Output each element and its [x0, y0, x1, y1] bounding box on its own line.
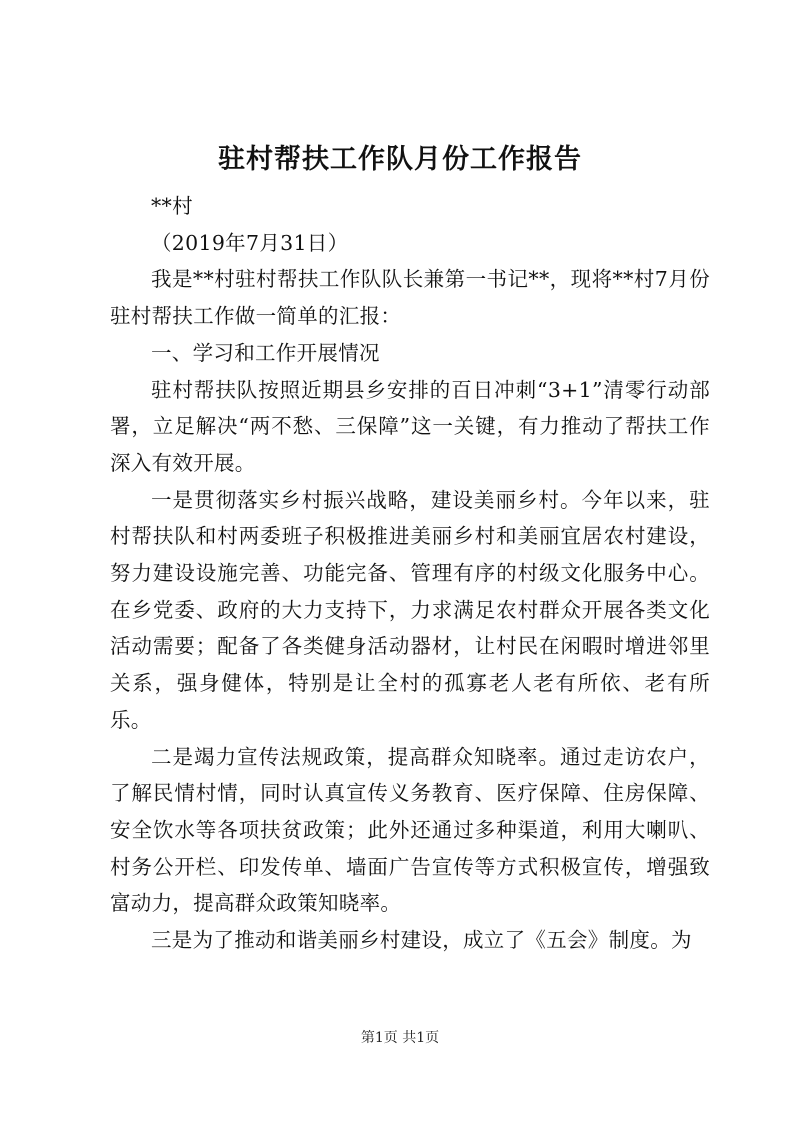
paragraph-overview: 驻村帮扶队按照近期县乡安排的百日冲刺“3+1”清零行动部署，立足解决“两不愁、三保障”这一关键，有力推动了帮扶工作深入有效开展。: [110, 377, 710, 475]
page-footer: 第1页 共1页: [360, 1030, 440, 1046]
section-heading: 一、学习和工作开展情况: [151, 340, 380, 365]
paragraph-date: （2019年7月31日）: [151, 230, 349, 255]
paragraph-village: **村: [151, 194, 193, 218]
paragraph-item-three: 三是为了推动和谐美丽乡村建设，成立了《五会》制度。为: [151, 928, 692, 953]
paragraph-item-two: 二是竭力宣传法规政策，提高群众知晓率。通过走访农户，了解民情村情，同时认真宣传义务教育、医疗保障、住房保障、安全饮水等各项扶贫政策；此外还通过多种渠道，利用大喇叭、村务公开栏、印发传单、墙面广告宣传等方式积极宣传，增强致富动力，提高群众政策知晓率。: [110, 744, 710, 916]
document-title: 驻村帮扶工作队月份工作报告: [218, 144, 582, 175]
document-body: [110, 188, 710, 959]
paragraph-item-one: 一是贯彻落实乡村振兴战略，建设美丽乡村。今年以来，驻村帮扶队和村两委班子积极推进美丽乡村和美丽宜居农村建设，努力建设设施完善、功能完备、管理有序的村级文化服务中心。在乡党委、政府的大力支持下，力求满足农村群众开展各类文化活动需要；配备了各类健身活动器材，让村民在闲暇时增进邻里关系，强身健体，特别是让全村的孤寡老人老有所依、老有所乐。: [110, 487, 710, 732]
paragraph-intro: 我是**村驻村帮扶工作队队长兼第一书记**，现将**村7月份驻村帮扶工作做一简单的汇报：: [110, 267, 710, 329]
